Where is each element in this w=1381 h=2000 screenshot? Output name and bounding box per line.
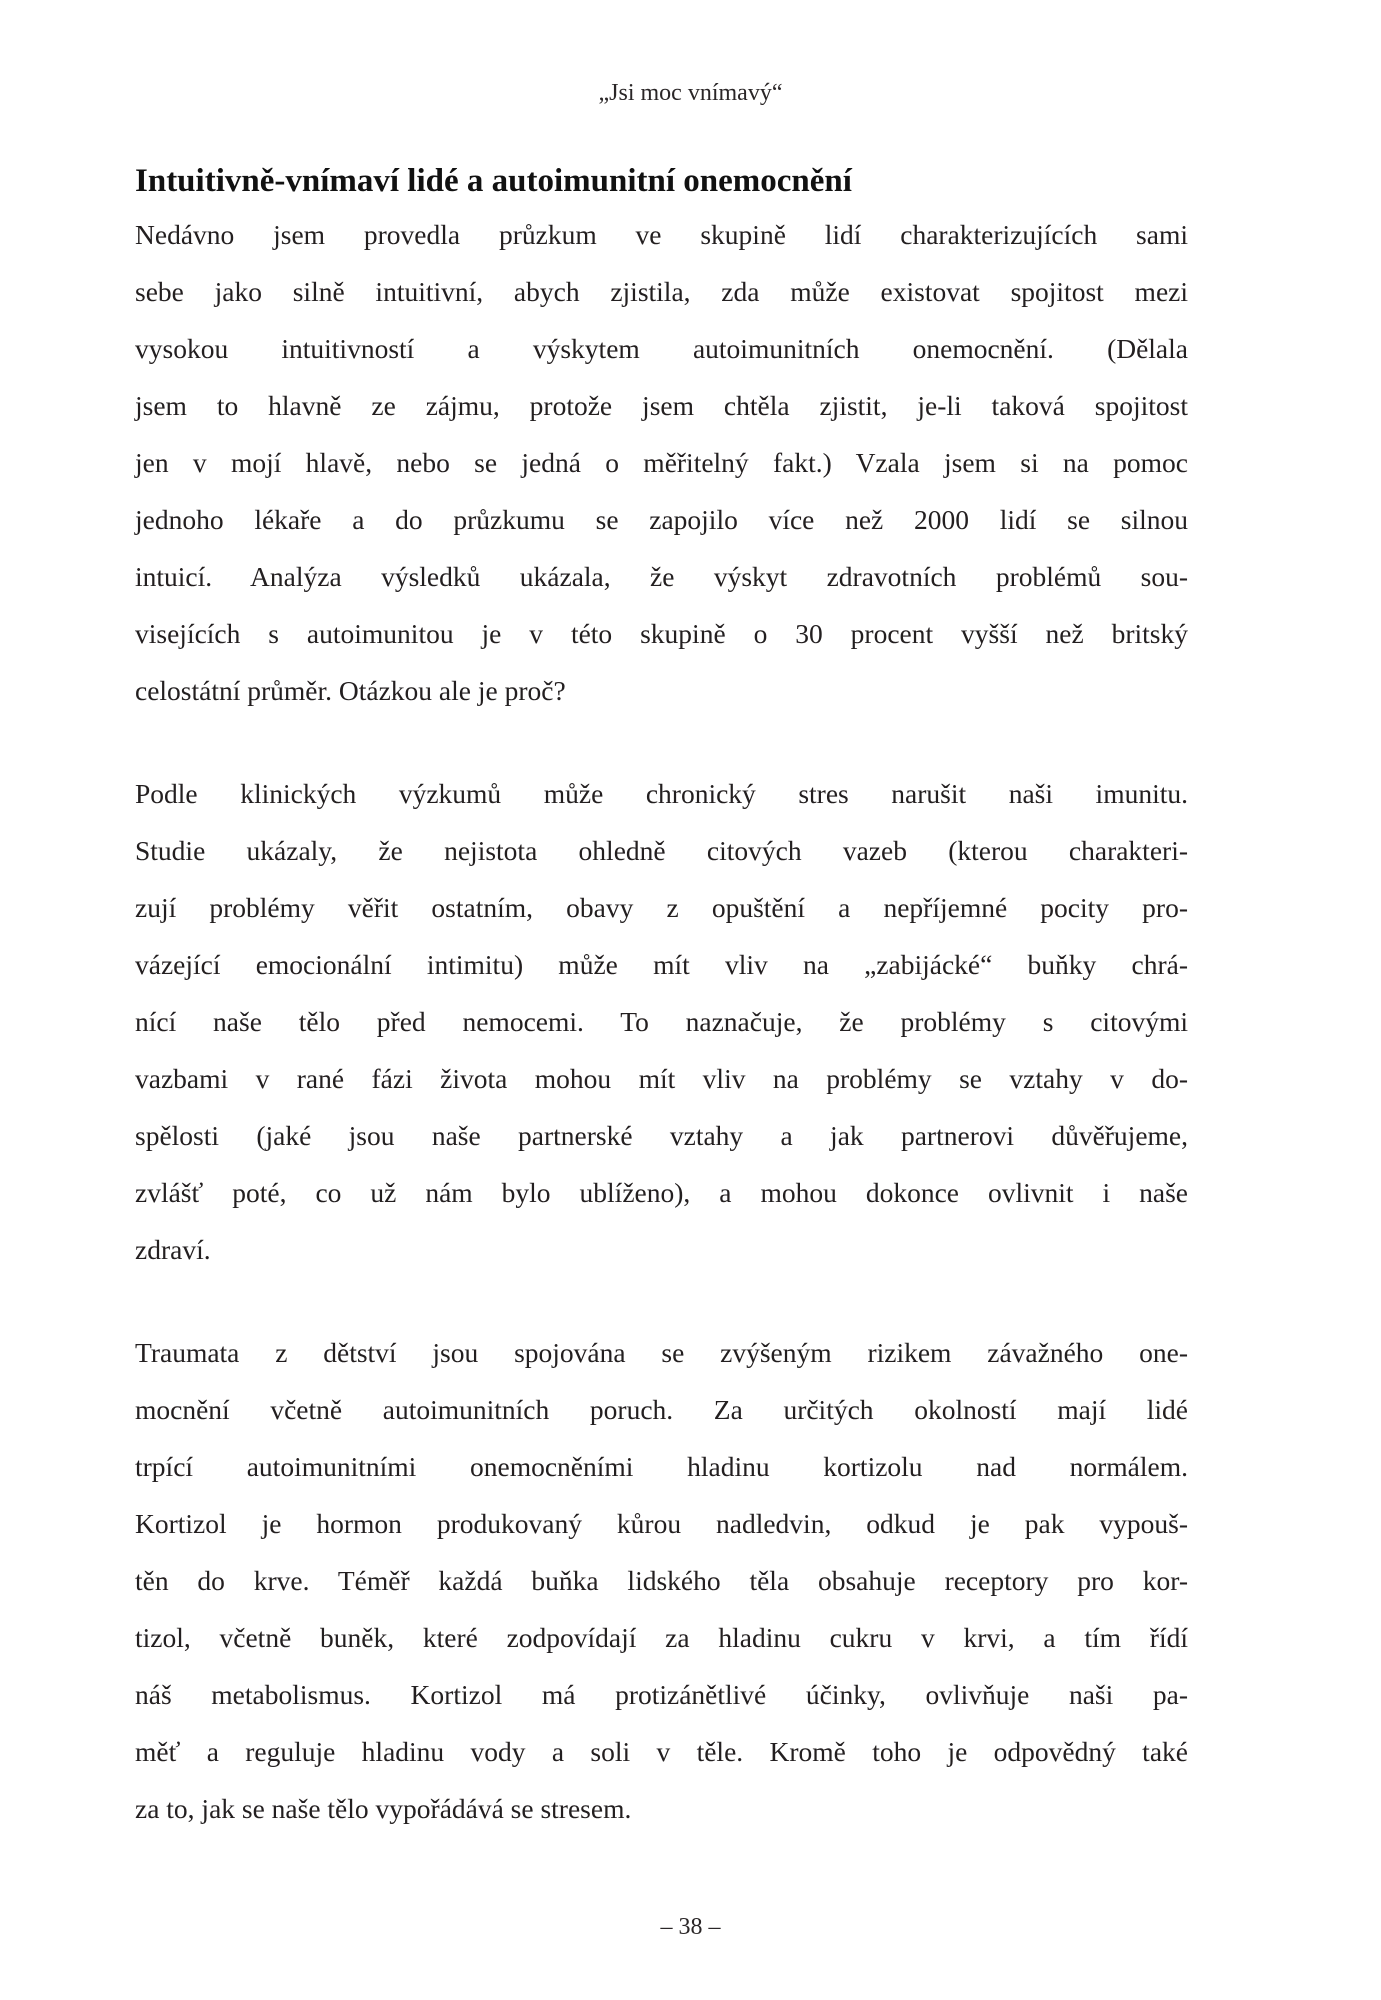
text-line: zvlášť poté, co už nám bylo ublíženo), a mohou dokonce ovlivnit i naše [135, 1177, 1188, 1208]
text-line: Kortizol je hormon produkovaný kůrou nadledvin, odkud je pak vypouš- [135, 1508, 1188, 1539]
text-line: náš metabolismus. Kortizol má protizánětlivé účinky, ovlivňuje naši pa- [135, 1679, 1188, 1710]
text-line: Podle klinických výzkumů může chronický stres narušit naši imunitu. [135, 778, 1188, 809]
paragraph-1 [135, 206, 1188, 719]
page-number: – 38 – [660, 1914, 721, 1940]
text-line: spělosti (jaké jsou naše partnerské vztahy a jak partnerovi důvěřujeme, [135, 1120, 1188, 1151]
text-line: vazbami v rané fázi života mohou mít vliv na problémy se vztahy v do- [135, 1063, 1188, 1094]
text-line: vázející emocionální intimitu) může mít vliv na „zabijácké“ buňky chrá- [135, 949, 1188, 980]
text-line: jen v mojí hlavě, nebo se jedná o měřitelný fakt.) Vzala jsem si na pomoc [135, 447, 1188, 478]
running-header: „Jsi moc vnímavý“ [598, 80, 783, 106]
text-line: jednoho lékaře a do průzkumu se zapojilo více než 2000 lidí se silnou [135, 504, 1188, 535]
text-line: měť a reguluje hladinu vody a soli v těle. Kromě toho je odpovědný také [135, 1736, 1188, 1767]
text-line: těn do krve. Téměř každá buňka lidského těla obsahuje receptory pro kor- [135, 1565, 1188, 1596]
text-line: nící naše tělo před nemocemi. To naznačuje, že problémy s citovými [135, 1006, 1188, 1037]
paragraph-2 [135, 765, 1188, 1278]
text-line: za to, jak se naše tělo vypořádává se stresem. [135, 1793, 632, 1824]
text-line: Nedávno jsem provedla průzkum ve skupině lidí charakterizujících sami [135, 219, 1188, 250]
text-line: intuicí. Analýza výsledků ukázala, že výskyt zdravotních problémů sou- [135, 561, 1188, 592]
text-line: Traumata z dětství jsou spojována se zvýšeným rizikem závažného one- [135, 1337, 1188, 1368]
text-line: celostátní průměr. Otázkou ale je proč? [135, 675, 566, 706]
paragraph-3 [135, 1324, 1188, 1837]
text-line: zdraví. [135, 1234, 211, 1265]
text-line: jsem to hlavně ze zájmu, protože jsem chtěla zjistit, je-li taková spojitost [135, 390, 1188, 421]
text-line: trpící autoimunitními onemocněními hladinu kortizolu nad normálem. [135, 1451, 1188, 1482]
text-line: visejících s autoimunitou je v této skupině o 30 procent vyšší než britský [135, 618, 1188, 649]
text-line: vysokou intuitivností a výskytem autoimunitních onemocnění. (Dělala [135, 333, 1188, 364]
page-content [135, 156, 1188, 1837]
text-line: mocnění včetně autoimunitních poruch. Za určitých okolností mají lidé [135, 1394, 1188, 1425]
section-heading: Intuitivně-vnímaví lidé a autoimunitní onemocnění [135, 163, 852, 199]
text-line: zují problémy věřit ostatním, obavy z opuštění a nepříjemné pocity pro- [135, 892, 1188, 923]
text-line: sebe jako silně intuitivní, abych zjistila, zda může existovat spojitost mezi [135, 276, 1188, 307]
text-line: tizol, včetně buněk, které zodpovídají za hladinu cukru v krvi, a tím řídí [135, 1622, 1188, 1653]
text-line: Studie ukázaly, že nejistota ohledně citových vazeb (kterou charakteri- [135, 835, 1188, 866]
